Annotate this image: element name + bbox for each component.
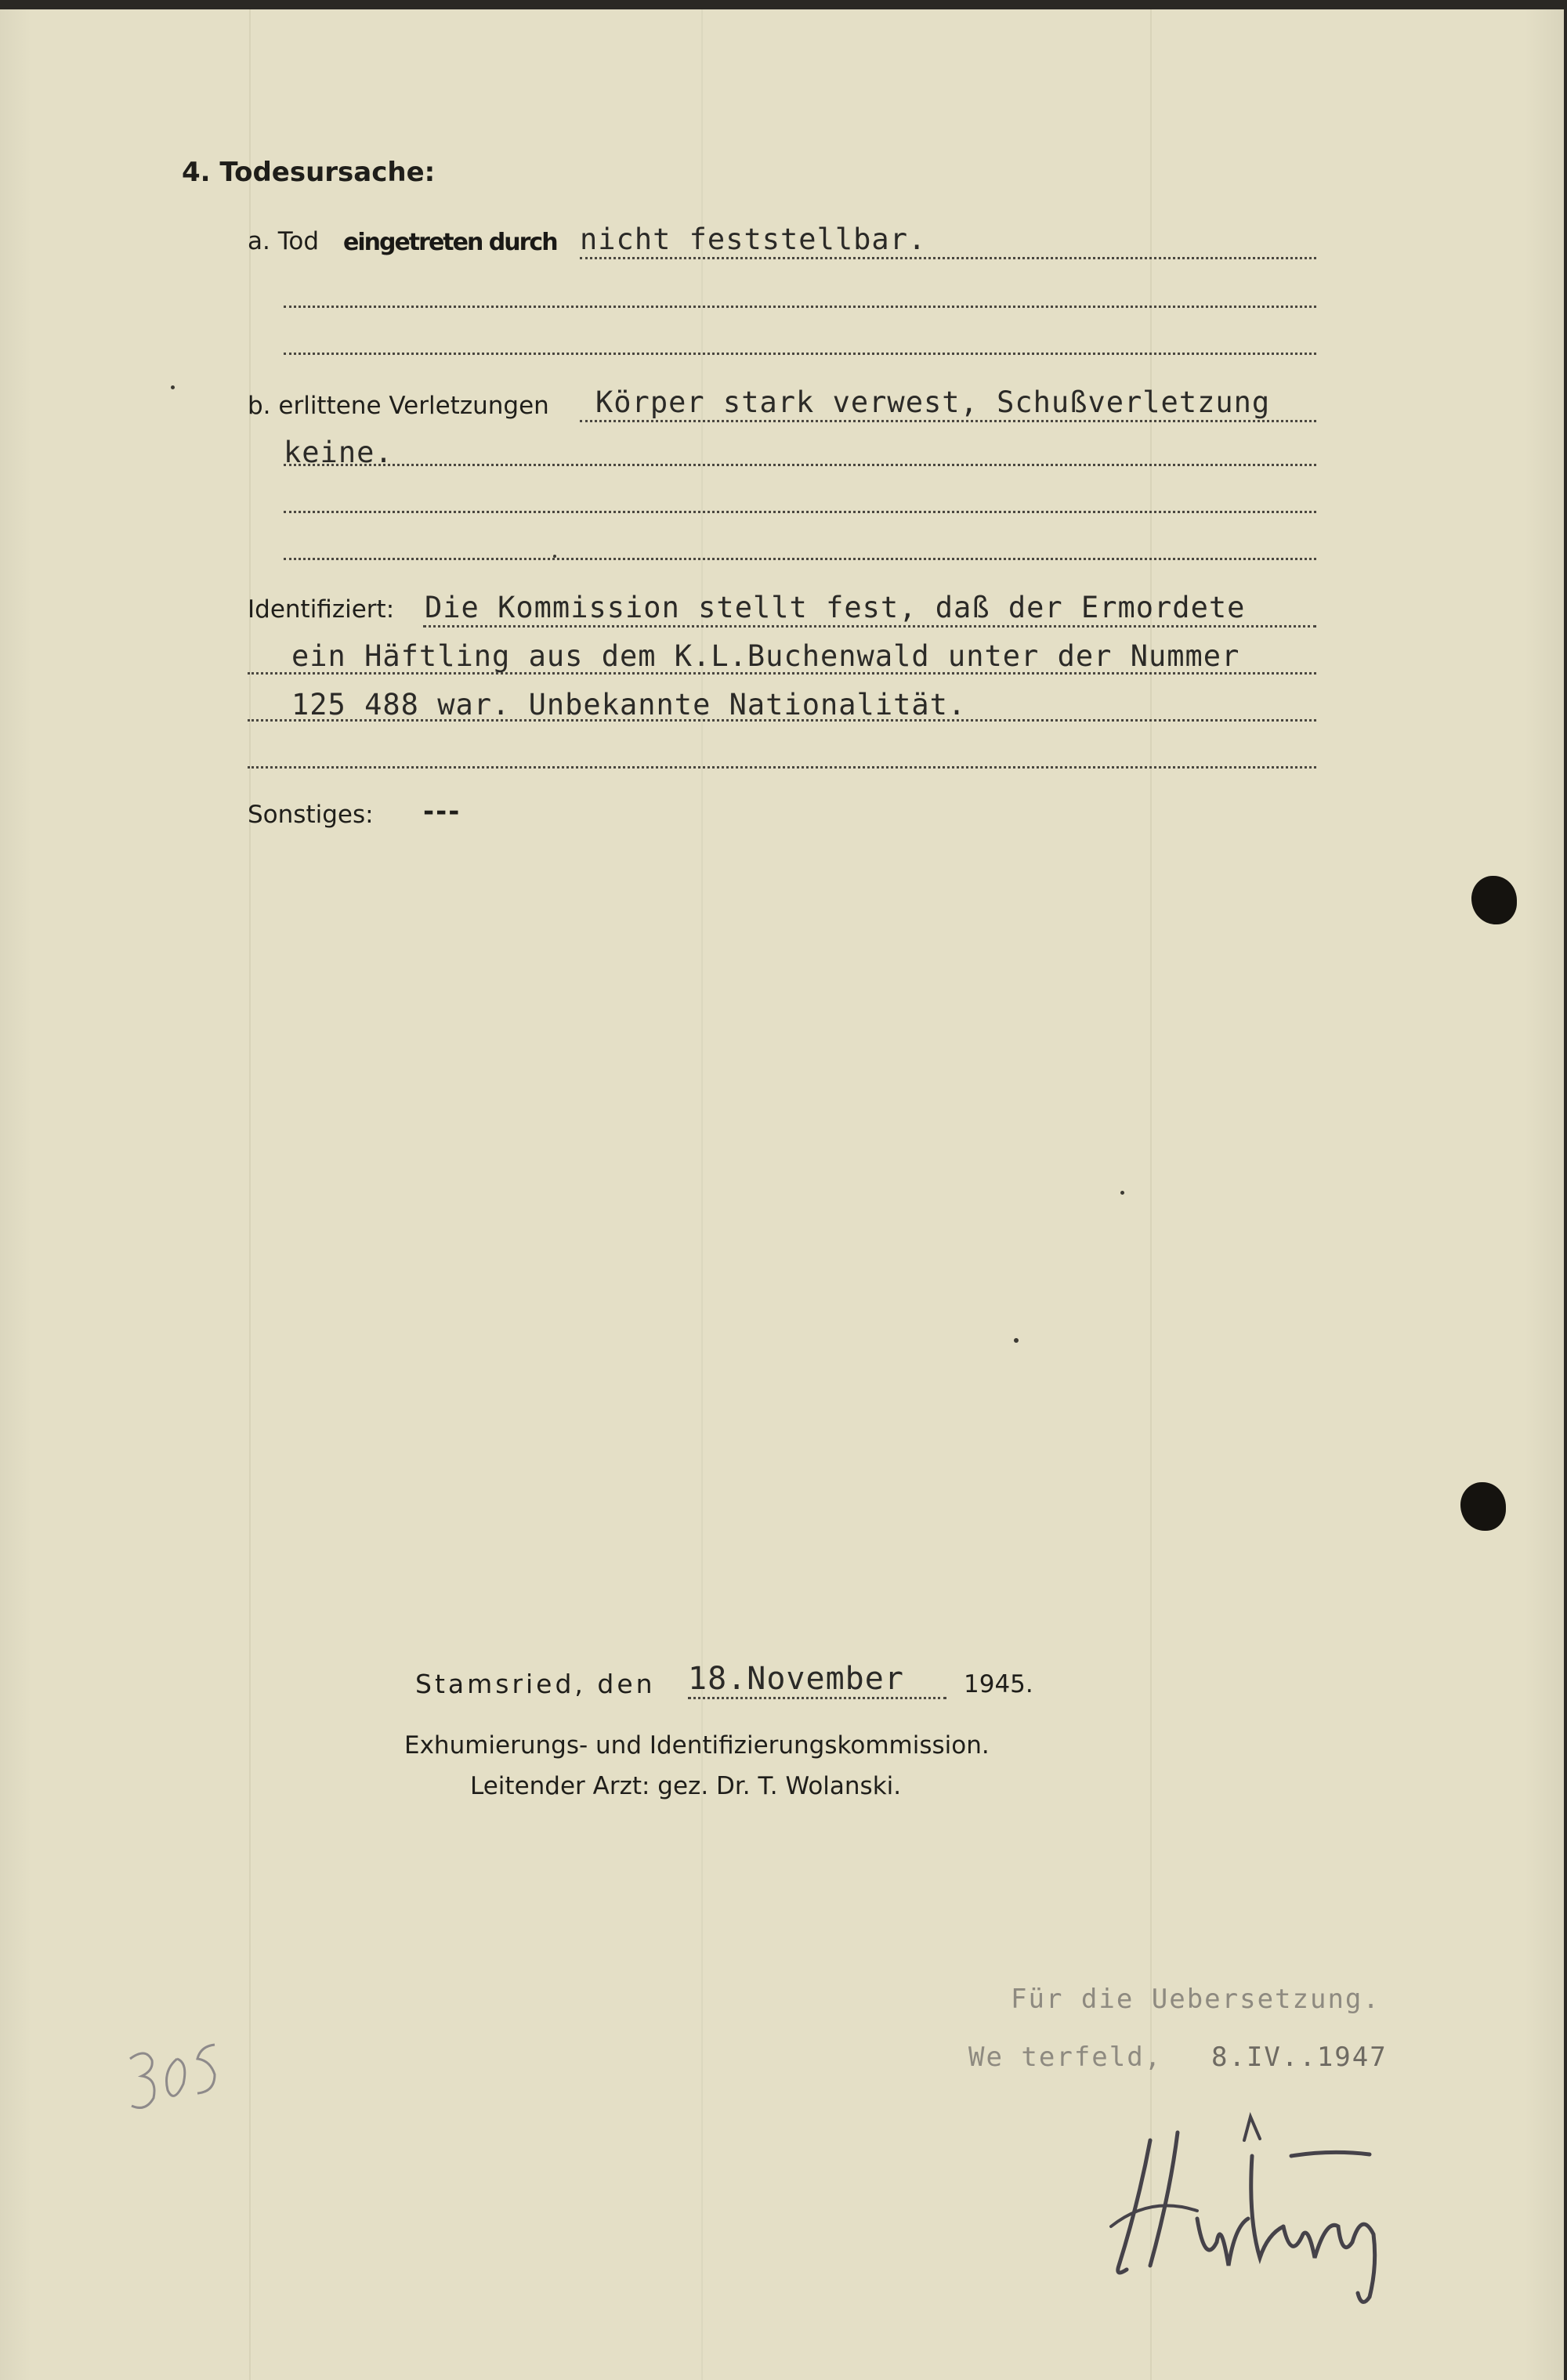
speck	[171, 385, 175, 389]
speck	[1014, 1338, 1019, 1343]
translation-stamp-line-1: Für die Uebersetzung.	[1011, 1984, 1381, 2015]
struck-through-text: eingetreten durch	[343, 229, 557, 256]
identified-line-1: Die Kommission stellt fest, daß der Ermordete	[425, 591, 1246, 624]
fold-crease	[1150, 9, 1152, 2380]
injuries-value-continued: keine.	[284, 436, 393, 469]
fold-crease	[701, 9, 703, 2380]
signoff-place: Stamsried, den	[415, 1669, 656, 1699]
injuries-value: Körper stark verwest, Schußverletzung	[595, 385, 1271, 419]
translation-stamp-place: We terfeld,	[968, 2042, 1163, 2073]
dotted-line	[284, 464, 1316, 466]
handwritten-number-icon	[122, 2035, 224, 2121]
identified-line-2: ein Häftling aus dem K.L.Buchenwald unter der Nummer	[291, 639, 1240, 673]
section-heading: 4. Todesursache:	[182, 157, 436, 188]
translation-stamp-date: 8.IV..1947	[1211, 2042, 1388, 2073]
fold-crease	[249, 9, 251, 2380]
other-value: ---	[423, 796, 461, 827]
signoff-date: 18.November	[688, 1661, 904, 1697]
dotted-line	[284, 353, 1316, 355]
cause-label: a. Tod	[248, 227, 320, 255]
speck	[1120, 1191, 1124, 1195]
signoff-year: 1945.	[964, 1670, 1033, 1698]
cause-value: nicht feststellbar.	[580, 222, 927, 256]
dotted-line	[284, 511, 1316, 513]
punched-hole	[1460, 1482, 1506, 1531]
injuries-label: b. erlittene Verletzungen	[248, 392, 549, 420]
dotted-line	[580, 257, 1316, 259]
other-label: Sonstiges:	[248, 801, 374, 829]
identified-line-3: 125 488 war. Unbekannte Nationalität.	[291, 688, 967, 722]
dotted-line	[284, 306, 1316, 308]
handwritten-signature	[1103, 2109, 1432, 2317]
signature-icon	[1103, 2109, 1432, 2313]
dotted-line	[248, 672, 1316, 675]
dotted-line	[284, 558, 1316, 560]
doctor-name: Leitender Arzt: gez. Dr. T. Wolanski.	[470, 1772, 902, 1800]
dotted-line	[248, 719, 1316, 722]
punched-hole	[1471, 876, 1517, 924]
document-page	[0, 9, 1564, 2380]
dotted-line	[423, 625, 1316, 628]
dotted-line	[580, 420, 1316, 422]
dotted-line	[688, 1697, 946, 1699]
identified-label: Identifiziert:	[248, 595, 395, 624]
dotted-line	[248, 766, 1316, 769]
margin-page-number	[122, 2035, 224, 2125]
commission-name: Exhumierungs- und Identifizierungskommission.	[404, 1731, 990, 1760]
speck	[553, 555, 556, 558]
